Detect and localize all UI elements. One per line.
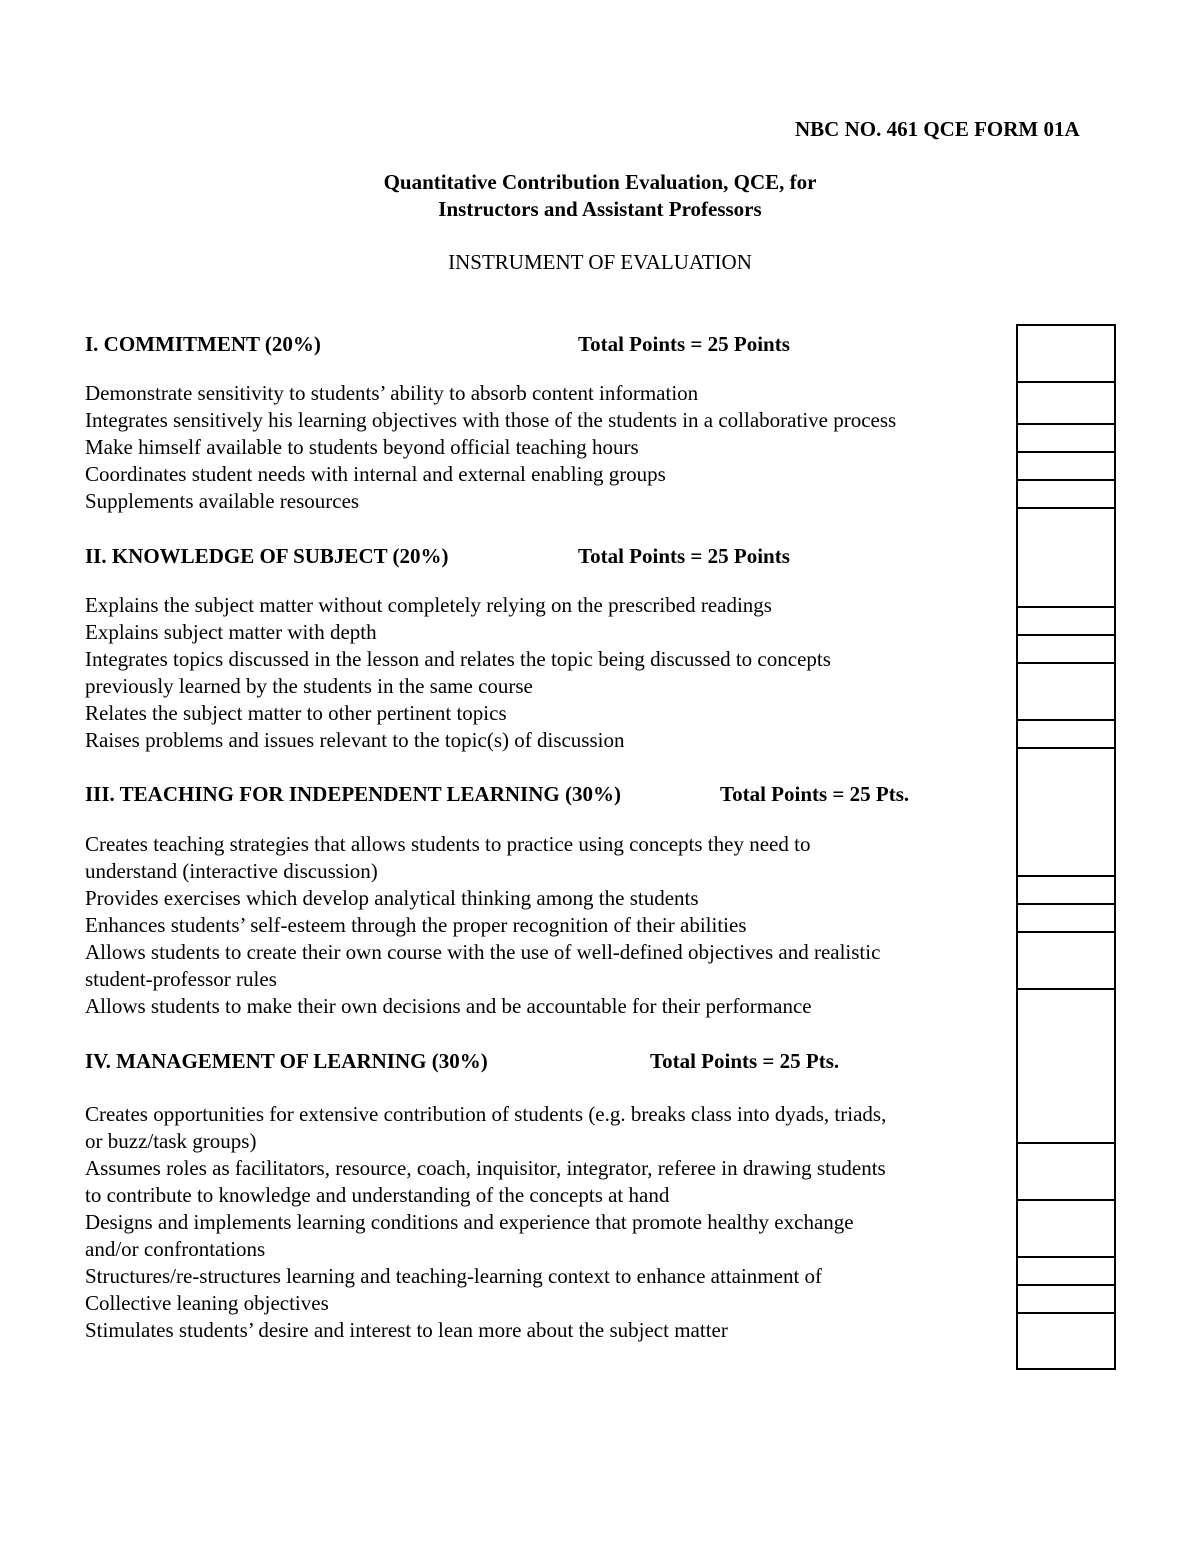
score-row-divider bbox=[1018, 606, 1114, 608]
criterion-item: Structures/re-structures learning and teaching-learning context to enhance attainment of bbox=[85, 1264, 823, 1288]
criterion-item: Assumes roles as facilitators, resource, coach, inquisitor, integrator, referee in drawing students bbox=[85, 1156, 886, 1180]
score-row-divider bbox=[1018, 423, 1114, 425]
score-row-divider bbox=[1018, 747, 1114, 749]
criterion-item: previously learned by the students in the same course bbox=[85, 674, 533, 698]
score-row-divider bbox=[1018, 662, 1114, 664]
section-total-commitment: Total Points = 25 Points bbox=[578, 332, 790, 356]
score-row-divider bbox=[1018, 634, 1114, 636]
section-heading-independent-learning: III. TEACHING FOR INDEPENDENT LEARNING (30%) bbox=[85, 782, 621, 806]
criterion-item: understand (interactive discussion) bbox=[85, 859, 378, 883]
score-row-divider bbox=[1018, 988, 1114, 990]
criterion-item: Enhances students’ self-esteem through the proper recognition of their abilities bbox=[85, 913, 747, 937]
criterion-item: or buzz/task groups) bbox=[85, 1129, 257, 1153]
section-heading-commitment: I. COMMITMENT (20%) bbox=[85, 332, 321, 356]
score-row-divider bbox=[1018, 719, 1114, 721]
score-row-divider bbox=[1018, 1256, 1114, 1258]
criterion-item: Creates teaching strategies that allows students to practice using concepts they need to bbox=[85, 832, 811, 856]
score-row-divider bbox=[1018, 903, 1114, 905]
score-row-divider bbox=[1018, 1199, 1114, 1201]
criterion-item: Demonstrate sensitivity to students’ ability to absorb content information bbox=[85, 381, 699, 405]
score-row-divider bbox=[1018, 1312, 1114, 1314]
criterion-item: Allows students to make their own decisions and be accountable for their performance bbox=[85, 994, 812, 1018]
criterion-item: Relates the subject matter to other pertinent topics bbox=[85, 701, 507, 725]
criterion-item: Stimulates students’ desire and interest to lean more about the subject matter bbox=[85, 1318, 728, 1342]
criterion-item: Explains the subject matter without completely relying on the prescribed readings bbox=[85, 593, 772, 617]
score-row-divider bbox=[1018, 1284, 1114, 1286]
score-row-divider bbox=[1018, 507, 1114, 509]
score-row-divider bbox=[1018, 931, 1114, 933]
score-row-divider bbox=[1018, 479, 1114, 481]
criterion-item: Provides exercises which develop analytical thinking among the students bbox=[85, 886, 699, 910]
score-row-divider bbox=[1018, 451, 1114, 453]
section-total-knowledge: Total Points = 25 Points bbox=[578, 544, 790, 568]
title-line-1: Quantitative Contribution Evaluation, QCE, for bbox=[383, 170, 817, 194]
criterion-item: Designs and implements learning conditions and experience that promote healthy exchange bbox=[85, 1210, 854, 1234]
criterion-item: Creates opportunities for extensive contribution of students (e.g. breaks class into dyads, triads, bbox=[85, 1102, 887, 1126]
criterion-item: Collective leaning objectives bbox=[85, 1291, 329, 1315]
form-number: NBC NO. 461 QCE FORM 01A bbox=[795, 117, 1080, 141]
criterion-item: to contribute to knowledge and understanding of the concepts at hand bbox=[85, 1183, 670, 1207]
title-line-2: Instructors and Assistant Professors bbox=[438, 197, 762, 221]
section-total-independent-learning: Total Points = 25 Pts. bbox=[720, 782, 910, 806]
criterion-item: Make himself available to students beyond official teaching hours bbox=[85, 435, 639, 459]
section-total-management: Total Points = 25 Pts. bbox=[650, 1049, 840, 1073]
section-heading-knowledge: II. KNOWLEDGE OF SUBJECT (20%) bbox=[85, 544, 449, 568]
criterion-item: student-professor rules bbox=[85, 967, 277, 991]
criterion-item: Coordinates student needs with internal and external enabling groups bbox=[85, 462, 666, 486]
criterion-item: Allows students to create their own course with the use of well-defined objectives and realistic bbox=[85, 940, 881, 964]
criterion-item: Supplements available resources bbox=[85, 489, 360, 513]
score-row-divider bbox=[1018, 875, 1114, 877]
instrument-subtitle: INSTRUMENT OF EVALUATION bbox=[448, 250, 752, 274]
score-row-divider bbox=[1018, 381, 1114, 383]
criterion-item: Raises problems and issues relevant to the topic(s) of discussion bbox=[85, 728, 625, 752]
section-heading-management: IV. MANAGEMENT OF LEARNING (30%) bbox=[85, 1049, 488, 1073]
score-column bbox=[1016, 324, 1116, 1370]
criterion-item: Integrates topics discussed in the lesson and relates the topic being discussed to concepts bbox=[85, 647, 831, 671]
score-row-divider bbox=[1018, 1142, 1114, 1144]
criterion-item: Integrates sensitively his learning objectives with those of the students in a collaborative process bbox=[85, 408, 897, 432]
criterion-item: and/or confrontations bbox=[85, 1237, 266, 1261]
criterion-item: Explains subject matter with depth bbox=[85, 620, 377, 644]
